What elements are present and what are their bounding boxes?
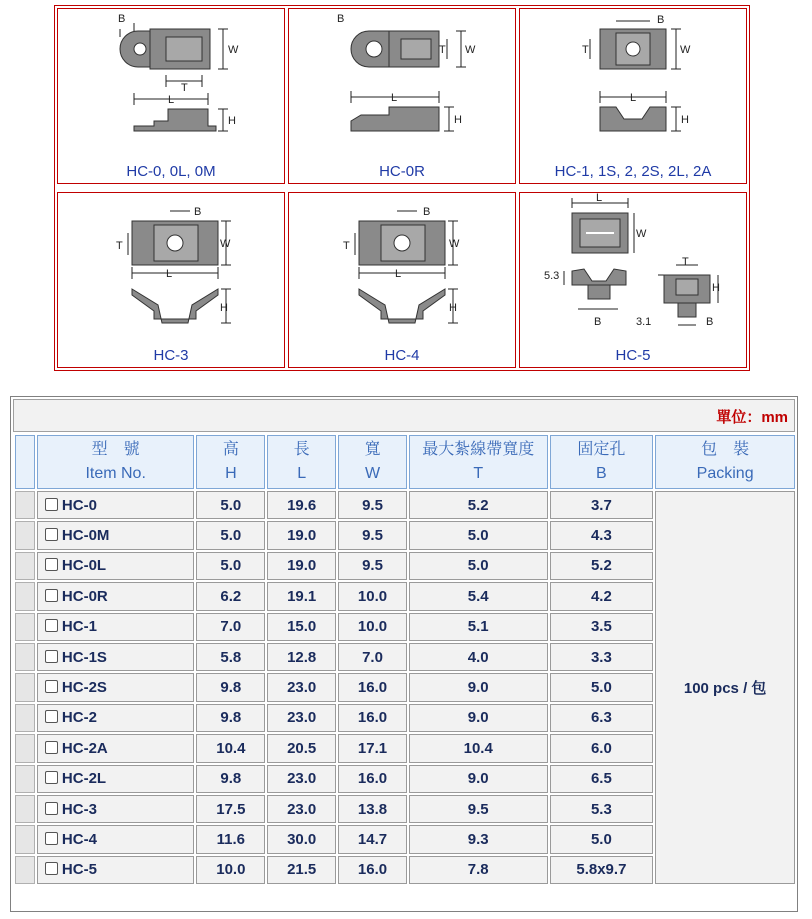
diagram-cell-hc-1 — [519, 8, 747, 184]
dim-label: W — [680, 44, 691, 56]
row-selector — [15, 552, 35, 580]
item-no-text: HC-1S — [61, 648, 107, 666]
cell-fixing-hole: 3.5 — [550, 613, 654, 641]
cell-tie-width: 5.0 — [409, 552, 548, 580]
row-checkbox[interactable] — [45, 498, 58, 511]
item-no-text: HC-2 — [61, 709, 97, 727]
item-no-text: HC-2A — [61, 739, 108, 757]
dim-label: L — [630, 92, 637, 104]
item-no-text: HC-5 — [61, 861, 97, 879]
cell-item-no — [37, 613, 195, 641]
cell-width: 13.8 — [338, 795, 407, 823]
cell-length: 19.1 — [267, 582, 336, 610]
cell-fixing-hole: 3.7 — [550, 491, 654, 519]
row-checkbox[interactable] — [45, 832, 58, 845]
row-selector — [15, 582, 35, 610]
item-no-text: HC-1 — [61, 618, 97, 636]
dim-label: 3.1 — [636, 316, 652, 328]
cell-height: 10.4 — [196, 734, 265, 762]
row-selector — [15, 765, 35, 793]
cell-width: 16.0 — [338, 856, 407, 884]
dim-label: H — [454, 114, 462, 126]
header-en: B — [596, 465, 607, 482]
cell-length: 30.0 — [267, 825, 336, 853]
diagram-hc-4 — [289, 193, 515, 343]
cell-width: 16.0 — [338, 704, 407, 732]
item-no-text: HC-2L — [61, 770, 107, 788]
cell-tie-width: 9.5 — [409, 795, 548, 823]
cell-item-no — [37, 856, 195, 884]
cell-length: 20.5 — [267, 734, 336, 762]
header-zh: 高 — [222, 441, 239, 458]
dim-label: 5.3 — [544, 270, 560, 282]
cell-height: 5.0 — [196, 552, 265, 580]
row-checkbox[interactable] — [45, 558, 58, 571]
row-checkbox[interactable] — [45, 589, 58, 602]
cell-tie-width: 5.1 — [409, 613, 548, 641]
dim-label: L — [596, 193, 603, 204]
cell-fixing-hole: 6.0 — [550, 734, 654, 762]
row-checkbox[interactable] — [45, 741, 58, 754]
cell-item-no — [37, 765, 195, 793]
cell-length: 19.0 — [267, 552, 336, 580]
diagram-label: HC-5 — [615, 347, 651, 364]
cell-fixing-hole: 5.8x9.7 — [550, 856, 654, 884]
dim-label: L — [166, 268, 173, 280]
cell-item-no — [37, 673, 195, 701]
dim-label: W — [465, 44, 476, 56]
header-zh: 型 號 — [91, 441, 140, 458]
row-checkbox[interactable] — [45, 771, 58, 784]
dim-label: H — [220, 302, 228, 314]
dim-label: W — [220, 238, 231, 250]
dim-label: B — [706, 316, 714, 328]
cell-width: 7.0 — [338, 643, 407, 671]
diagram-cell-hc-5 — [519, 192, 747, 368]
diagram-cell-hc-0r — [288, 8, 516, 184]
cell-tie-width: 5.4 — [409, 582, 548, 610]
cell-item-no — [37, 521, 195, 549]
cell-fixing-hole: 3.3 — [550, 643, 654, 671]
row-selector — [15, 795, 35, 823]
table-row — [15, 491, 795, 519]
row-selector — [15, 491, 35, 519]
dim-label: B — [118, 13, 126, 25]
header-en: Item No. — [85, 465, 146, 482]
dim-label: H — [681, 114, 689, 126]
diagram-label: HC-1, 1S, 2, 2S, 2L, 2A — [554, 163, 712, 180]
cell-height: 9.8 — [196, 765, 265, 793]
cell-item-no — [37, 795, 195, 823]
unit-bar — [13, 399, 795, 432]
cell-height: 5.8 — [196, 643, 265, 671]
dim-label: T — [682, 256, 689, 268]
diagram-hc-5 — [520, 193, 746, 343]
dim-label: L — [391, 92, 398, 104]
dim-label: H — [712, 282, 720, 294]
cell-tie-width: 4.0 — [409, 643, 548, 671]
dim-label: T — [181, 82, 188, 94]
cell-tie-width: 7.8 — [409, 856, 548, 884]
row-selector — [15, 673, 35, 701]
header-en: H — [225, 465, 237, 482]
cell-height: 9.8 — [196, 704, 265, 732]
cell-fixing-hole: 5.2 — [550, 552, 654, 580]
cell-width: 10.0 — [338, 582, 407, 610]
cell-fixing-hole: 6.3 — [550, 704, 654, 732]
cell-item-no — [37, 643, 195, 671]
cell-packing: 100 pcs / 包 — [655, 491, 795, 884]
dim-label: B — [337, 13, 345, 25]
diagram-grid — [54, 5, 750, 371]
dim-label: W — [449, 238, 460, 250]
row-checkbox[interactable] — [45, 710, 58, 723]
header-height — [196, 435, 265, 489]
dim-label: T — [439, 44, 446, 56]
row-selector — [15, 734, 35, 762]
diagram-cell-hc-0 — [57, 8, 285, 184]
header-zh: 包 裝 — [701, 441, 750, 458]
cell-tie-width: 9.0 — [409, 704, 548, 732]
diagram-hc-0r — [289, 9, 515, 159]
cell-item-no — [37, 552, 195, 580]
cell-tie-width: 9.0 — [409, 765, 548, 793]
cell-item-no — [37, 734, 195, 762]
header-en: Packing — [696, 465, 754, 482]
cell-height: 10.0 — [196, 856, 265, 884]
spec-table-grid — [13, 433, 797, 886]
diagram-label: HC-0R — [379, 163, 425, 180]
diagram-hc-3 — [58, 193, 284, 343]
cell-length: 12.8 — [267, 643, 336, 671]
cell-length: 19.6 — [267, 491, 336, 519]
cell-length: 21.5 — [267, 856, 336, 884]
table-header-row — [15, 435, 795, 489]
header-zh: 固定孔 — [577, 441, 626, 458]
item-no-text: HC-3 — [61, 800, 97, 818]
cell-fixing-hole: 5.0 — [550, 673, 654, 701]
dim-label: B — [594, 316, 602, 328]
dim-label: T — [343, 240, 350, 252]
cell-height: 7.0 — [196, 613, 265, 641]
cell-length: 15.0 — [267, 613, 336, 641]
cell-fixing-hole: 6.5 — [550, 765, 654, 793]
item-no-text: HC-0R — [61, 587, 108, 605]
diagram-cell-hc-3 — [57, 192, 285, 368]
cell-length: 23.0 — [267, 795, 336, 823]
cell-width: 16.0 — [338, 765, 407, 793]
dim-label: T — [582, 44, 589, 56]
row-selector — [15, 643, 35, 671]
dim-label: H — [449, 302, 457, 314]
diagram-label: HC-3 — [153, 347, 189, 364]
cell-width: 16.0 — [338, 673, 407, 701]
cell-item-no — [37, 491, 195, 519]
dim-label: B — [194, 206, 202, 218]
cell-width: 14.7 — [338, 825, 407, 853]
dim-label: B — [657, 14, 665, 26]
cell-height: 11.6 — [196, 825, 265, 853]
dim-label: W — [636, 228, 647, 240]
row-checkbox[interactable] — [45, 528, 58, 541]
header-en: L — [297, 465, 307, 482]
row-checkbox[interactable] — [45, 619, 58, 632]
cell-fixing-hole: 5.3 — [550, 795, 654, 823]
row-selector — [15, 521, 35, 549]
diagram-label: HC-4 — [384, 347, 420, 364]
row-checkbox[interactable] — [45, 650, 58, 663]
dim-label: L — [168, 94, 175, 106]
cell-item-no — [37, 704, 195, 732]
table-body — [15, 491, 795, 884]
diagram-cell-hc-4 — [288, 192, 516, 368]
cell-height: 17.5 — [196, 795, 265, 823]
cell-length: 23.0 — [267, 765, 336, 793]
header-en: W — [364, 465, 381, 482]
cell-length: 23.0 — [267, 704, 336, 732]
header-item-no — [37, 435, 195, 489]
item-no-text: HC-0L — [61, 557, 107, 575]
item-no-text: HC-0M — [61, 527, 110, 545]
dim-label: B — [423, 206, 431, 218]
row-selector — [15, 704, 35, 732]
header-fixing-hole — [550, 435, 654, 489]
header-zh: 寬 — [364, 441, 381, 458]
dim-label: W — [228, 44, 239, 56]
header-length — [267, 435, 336, 489]
select-column-header — [15, 435, 35, 489]
cell-width: 17.1 — [338, 734, 407, 762]
header-en: T — [473, 465, 484, 482]
cell-item-no — [37, 825, 195, 853]
cell-width: 9.5 — [338, 552, 407, 580]
diagram-hc-0 — [58, 9, 284, 159]
cell-height: 5.0 — [196, 491, 265, 519]
unit-label: 單位：mm — [716, 409, 788, 426]
spec-table — [10, 396, 798, 912]
cell-item-no — [37, 582, 195, 610]
dim-label: H — [228, 115, 236, 127]
cell-width: 10.0 — [338, 613, 407, 641]
cell-width: 9.5 — [338, 521, 407, 549]
cell-height: 5.0 — [196, 521, 265, 549]
header-width — [338, 435, 407, 489]
row-checkbox[interactable] — [45, 680, 58, 693]
header-tie-width — [409, 435, 548, 489]
dim-label: L — [395, 268, 402, 280]
cell-tie-width: 5.0 — [409, 521, 548, 549]
item-no-text: HC-4 — [61, 830, 97, 848]
item-no-text: HC-2S — [61, 679, 107, 697]
cell-fixing-hole: 5.0 — [550, 825, 654, 853]
row-selector — [15, 613, 35, 641]
cell-tie-width: 9.3 — [409, 825, 548, 853]
cell-tie-width: 10.4 — [409, 734, 548, 762]
cell-length: 23.0 — [267, 673, 336, 701]
cell-fixing-hole: 4.3 — [550, 521, 654, 549]
cell-height: 9.8 — [196, 673, 265, 701]
cell-width: 9.5 — [338, 491, 407, 519]
cell-height: 6.2 — [196, 582, 265, 610]
cell-tie-width: 5.2 — [409, 491, 548, 519]
header-zh: 最大紮線帶寬度 — [422, 441, 535, 458]
row-checkbox[interactable] — [45, 862, 58, 875]
diagram-label: HC-0, 0L, 0M — [126, 163, 216, 180]
row-selector — [15, 825, 35, 853]
cell-fixing-hole: 4.2 — [550, 582, 654, 610]
item-no-text: HC-0 — [61, 496, 97, 514]
row-selector — [15, 856, 35, 884]
cell-tie-width: 9.0 — [409, 673, 548, 701]
diagram-hc-1 — [520, 9, 746, 159]
dim-label: T — [116, 240, 123, 252]
header-zh: 長 — [293, 441, 310, 458]
row-checkbox[interactable] — [45, 802, 58, 815]
cell-length: 19.0 — [267, 521, 336, 549]
header-packing — [655, 435, 795, 489]
